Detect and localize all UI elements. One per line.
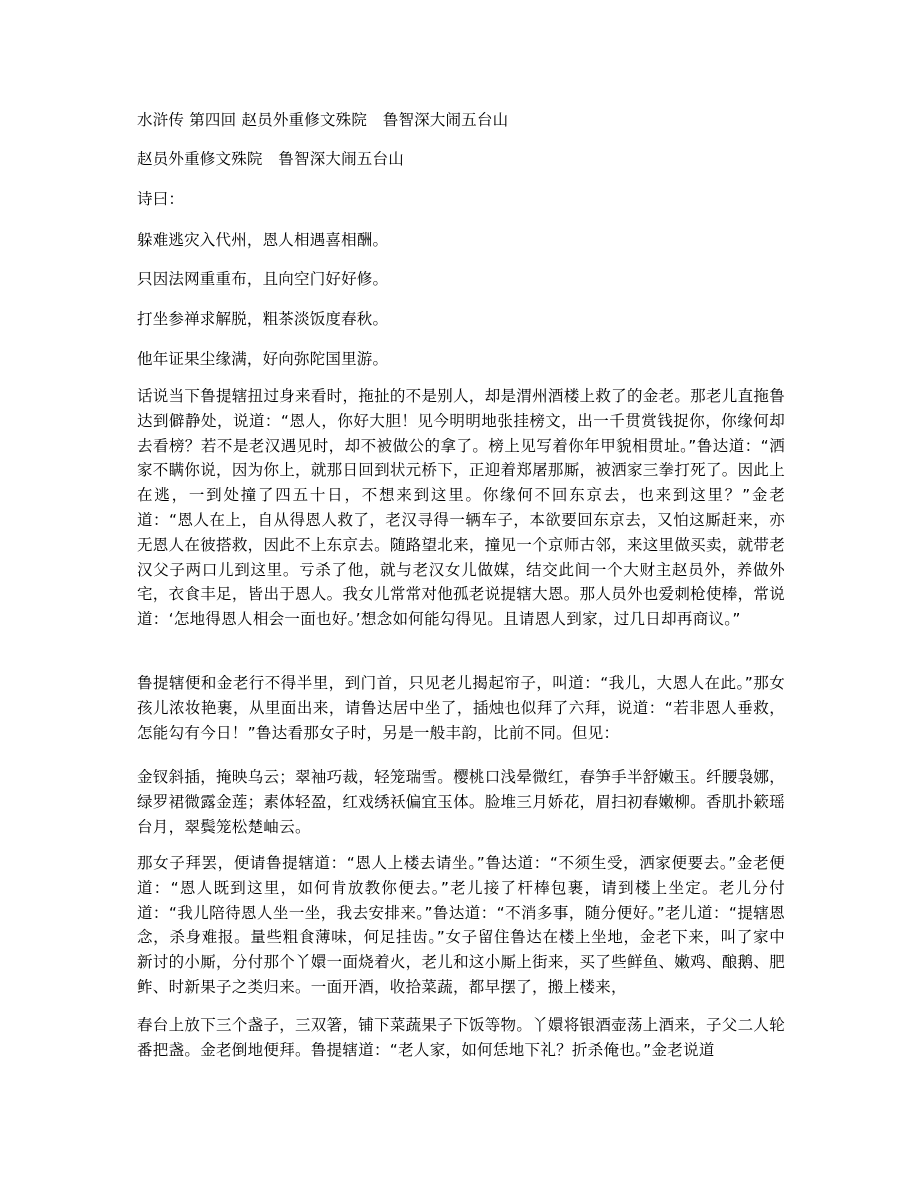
chapter-subheading: 赵员外重修文殊院 鲁智深大闹五台山: [137, 150, 404, 168]
poem-line: 打坐参禅求解脱，粗茶淡饭度春秋。: [137, 310, 389, 328]
poem-line: 躲难逃灾入代州，恩人相遇喜相酬。: [137, 231, 389, 249]
story-paragraph: 金钗斜插，掩映乌云；翠袖巧裁，轻笼瑞雪。樱桃口浅晕微红，春笋手半舒嫩玉。纤腰袅娜，绿罗裙微露金莲；素体轻盈，红戏绣袄偏宜玉体。脸堆三月娇花，眉扫初春嫩柳。香肌扑簌瑶台月，翠鬓笼松楚岫云。: [137, 768, 785, 836]
poem-line: 只因法网重重布，且向空门好好修。: [137, 270, 389, 288]
story-paragraph: 那女子拜罢，便请鲁提辖道：“恩人上楼去请坐。”鲁达道：“不须生受，洒家便要去。”金老便道：“恩人既到这里，如何肯放教你便去。”老儿接了杆棒包裹，请到楼上坐定。老儿分付道：“我儿陪待恩人坐一坐，我去安排来。”鲁达道：“不消多事，随分便好。”老儿道：“提辖恩念，杀身难报。量些粗食薄味，何足挂齿。”女子留住鲁达在楼上坐地，金老下来，叫了家中新讨的小厮，分付那个丫嬛一面烧着火，老儿和这小厮上街来，买了些鲜鱼、嫩鸡、酿鹅、肥鲊、时新果子之类归来。一面开酒，收拾菜蔬，都早摆了，搬上楼来，: [137, 854, 785, 996]
story-paragraph: 鲁提辖便和金老行不得半里，到门首，只见老儿揭起帘子，叫道：“我儿，大恩人在此。”那女孩儿浓妆艳裹，从里面出来，请鲁达居中坐了，插烛也似拜了六拜，说道：“若非恩人垂救，怎能勾有今日！”鲁达看那女子时，另是一般丰韵，比前不同。但见：: [137, 674, 785, 742]
poem-intro: 诗曰：: [137, 190, 185, 208]
story-paragraph: 话说当下鲁提辖扭过身来看时，拖扯的不是别人，却是渭州酒楼上救了的金老。那老儿直拖鲁达到僻静处，说道：“恩人，你好大胆！见今明明地张挂榜文，出一千贯赏钱捉你，你缘何却去看榜？若不是老汉遇见时，却不被做公的拿了。榜上见写着你年甲貌相贯址。”鲁达道：“洒家不瞒你说，因为你上，就那日回到状元桥下，正迎着郑屠那厮，被洒家三拳打死了。因此上在逃，一到处撞了四五十日，不想来到这里。你缘何不回东京去，也来到这里？”金老道：“恩人在上，自从得恩人救了，老汉寻得一辆车子，本欲要回东京去，又怕这厮赶来，亦无恩人在彼搭救，因此不上东京去。随路望北来，撞见一个京师古邻，来这里做买卖，就带老汉父子两口儿到这里。亏杀了他，就与老汉女儿做媒，结交此间一个大财主赵员外，养做外宅，衣食丰足，皆出于恩人。我女儿常常对他孤老说提辖大恩。那人员外也爱刺枪使棒，常说道：‘怎地得恩人相会一面也好。’想念如何能勾得见。且请恩人到家，过几日却再商议。”: [137, 387, 785, 629]
story-paragraph: 春台上放下三个盏子，三双箸，铺下菜蔬果子下饭等物。丫嬛将银酒壶荡上酒来，子父二人轮番把盏。金老倒地便拜。鲁提辖道：“老人家，如何恁地下礼？折杀俺也。”金老说道: [137, 1016, 785, 1059]
poem-line: 他年证果尘缘满，好向弥陀国里游。: [137, 350, 389, 368]
document-heading: 水浒传 第四回 赵员外重修文殊院 鲁智深大闹五台山: [137, 111, 509, 129]
